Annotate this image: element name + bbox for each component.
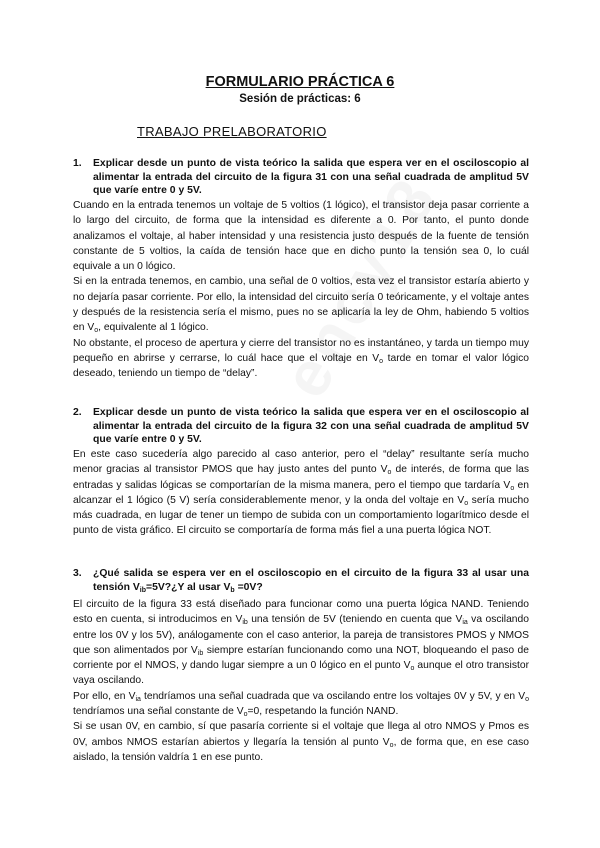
section-heading: TRABAJO PRELABORATORIO: [137, 124, 327, 139]
answer-paragraph: Por ello, en $V_{ia}$ tendríamos una señal cuadrada que va oscilando entre los voltajes 0V y 5V, y en $V_o$ tendríamos una señal constante de $V_o=0$, respetando la función NAND.: [73, 690, 529, 719]
question-number: 3.: [73, 568, 82, 579]
question-2: [73, 406, 529, 447]
answer-paragraph: El circuito de la figura 33 está diseñado para funcionar como una puerta lógica NAND. Teniendo esto en cuenta, si introducimos en $V_{ib}$ una tensión de 5V (teniendo en cuenta que $V_{ia}$ va oscilando entre los 0V y los 5V), análogamente con el caso anterior, la pareja de transistores PMOS y NMOS que son alimentados por $V_{ib}$ siempre estarían funcionando como una NOT, bloqueando el paso de corriente por el NMOS, y dando lugar siempre a un 0 lógico en el punto $V_o$ aunque el otro transistor vaya oscilando.: [73, 599, 530, 687]
question-text: Explicar desde un punto de vista teórico la salida que espera ver en el osciloscopio al alimentar la entrada del circuito de la figura 31 con una señal cuadrada de amplitud 5V que varíe entre 0 y 5V.: [93, 158, 529, 197]
question-1: [73, 157, 529, 198]
page-title: FORMULARIO PRÁCTICA 6: [205, 74, 395, 90]
answer-paragraph: En este caso sucedería algo parecido al caso anterior, pero el “delay” resultante sería mucho menor gracias al transistor PMOS que hay justo antes del punto $V_o$ de interés, de forma que las entradas y salidas lógicas se comportarían de la misma manera, pero el tiempo que tardaría $V_o$ en alcanzar el 1 lógico (5 V) sería considerablemente menor, y la onda del voltaje en $V_o$ sería mucho más cuadrada, en lugar de tener un tiempo de subida con un comportamiento logarítmico desde el punto de vista gráfico. El circuito se comportaría de forma más fiel a una puerta lógica NOT.: [73, 449, 529, 537]
question-text: Explicar desde un punto de vista teórico la salida que espera ver en el osciloscopio al alimentar la entrada del circuito de la figura 32 con una señal cuadrada de amplitud 5V que varíe entre 0 y 5V.: [93, 407, 529, 446]
question-3: [73, 567, 529, 594]
answer-paragraph: No obstante, el proceso de apertura y cierre del transistor no es instantáneo, y tarda un tiempo muy pequeño en abrirse y cerrarse, lo cuál hace que el voltaje en $V_o$ tarde en tomar el valor lógico deseado, teniendo un tiempo de “delay”.: [73, 337, 529, 380]
answer-paragraph: Cuando en la entrada tenemos un voltaje de 5 voltios (1 lógico), el transistor deja pasar corriente a lo largo del circuito, de forma que la intensidad es diferente a 0. Por tanto, el punto donde analizamos el voltaje, al haber intensidad y una resistencia justo después de la fuente de tensión constante de 5 voltios, la caída de tensión hace que en dicho punto la tensión sea 0, lo cuál equivale a un 0 lógico.: [73, 200, 529, 273]
question-number: 1.: [73, 158, 82, 169]
page-subtitle: Sesión de prácticas: 6: [239, 93, 361, 105]
answer-paragraph: Si en la entrada tenemos, en cambio, una señal de 0 voltios, esta vez el transistor estaría abierto y no dejaría pasar corriente. Por ello, la intensidad del circuito sería 0 teóricamente, y el voltaje antes y después de la resistencia sería el mismo, pues no se aplicaría la ley de Ohm, habiendo 5 voltios en $V_o$, equivalente al 1 lógico.: [73, 276, 529, 335]
answer-paragraph: Si se usan 0V, en cambio, sí que pasaría corriente si el voltaje que llega al otro NMOS y Pmos es 0V, ambos NMOS estarían abiertos y llegaría la tensión al punto $V_o$, de forma que, en ese caso aislado, la tensión valdría 1 en ese punto.: [73, 721, 529, 763]
question-number: 2.: [73, 407, 82, 418]
answer-1: [73, 198, 529, 382]
answer-2: [73, 447, 529, 539]
answer-3: [73, 597, 529, 765]
question-text: ¿Qué salida se espera ver en el osciloscopio en el circuito de la figura 33 al usar una tensión $V_{ib}=5V?¿Y$ al usar $V_b =0V$?: [93, 568, 529, 594]
